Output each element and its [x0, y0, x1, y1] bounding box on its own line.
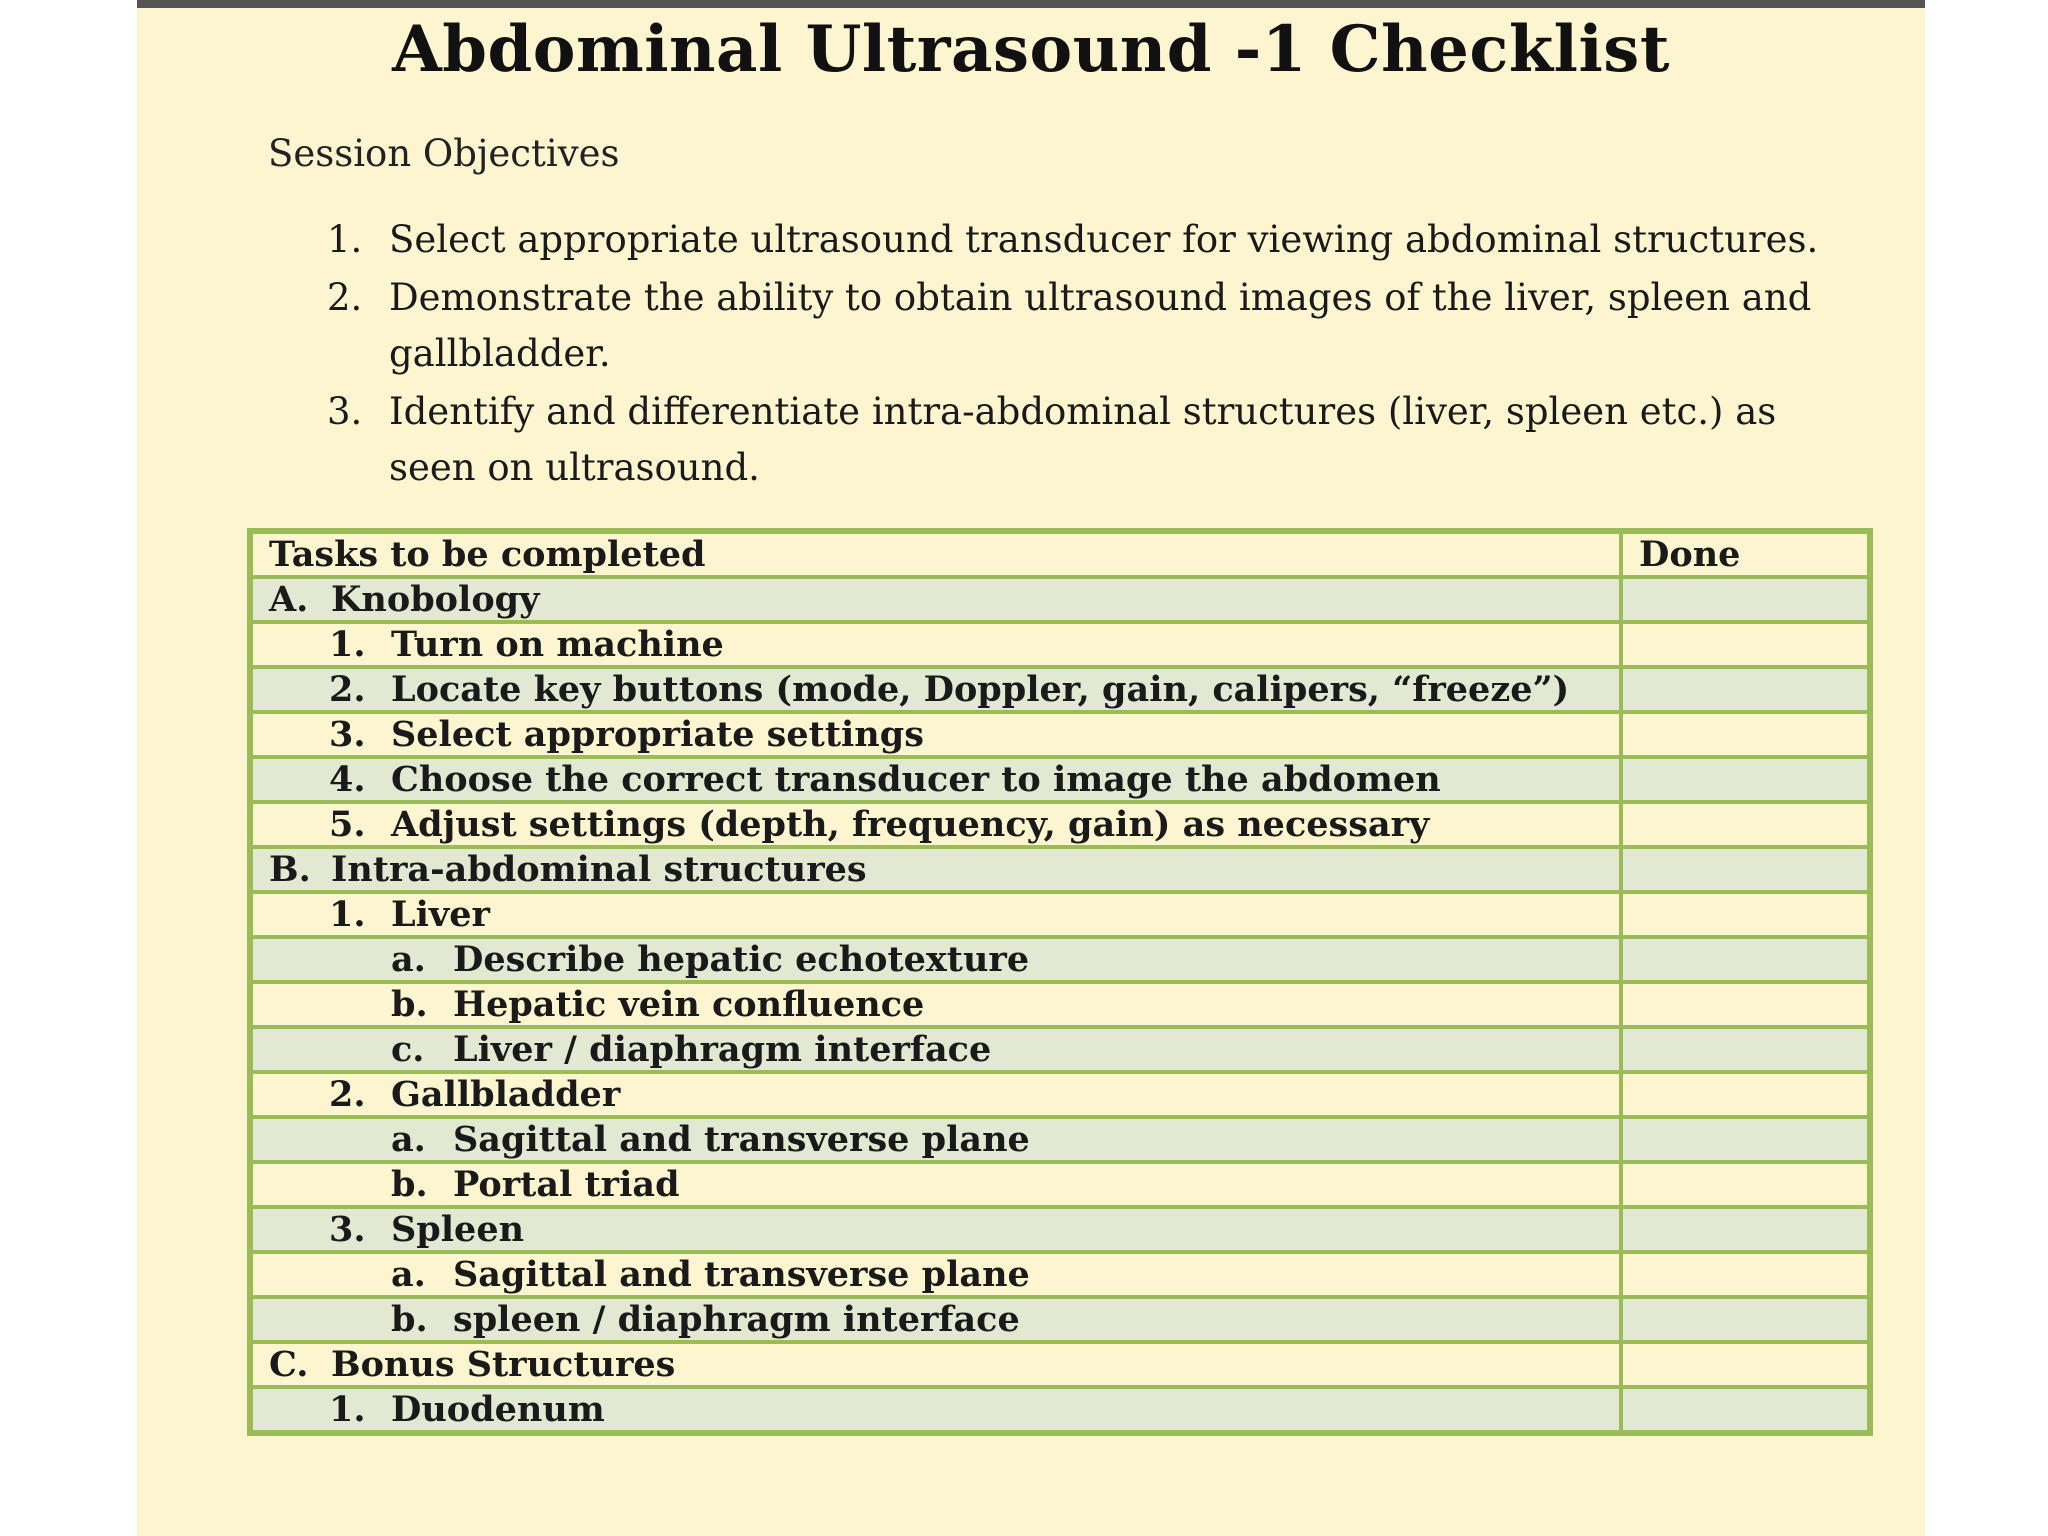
- task-cell: [250, 1207, 1621, 1252]
- document-page: [137, 0, 1925, 1536]
- task-text: Liver / diaphragm interface: [453, 1029, 992, 1070]
- table-row: [250, 1297, 1870, 1342]
- task-cell: [250, 1117, 1621, 1162]
- task-marker: a.: [391, 1254, 426, 1295]
- task-cell: [250, 712, 1621, 757]
- session-objectives-heading: Session Objectives: [268, 132, 620, 175]
- table-row: [250, 892, 1870, 937]
- task-cell: [250, 937, 1621, 982]
- done-cell[interactable]: [1621, 577, 1870, 622]
- task-marker: 3.: [329, 714, 366, 755]
- done-cell[interactable]: [1621, 1027, 1870, 1072]
- task-cell: [250, 667, 1621, 712]
- task-text: Sagittal and transverse plane: [453, 1119, 1030, 1160]
- task-text: Gallbladder: [391, 1074, 621, 1115]
- done-cell[interactable]: [1621, 937, 1870, 982]
- table-row: [250, 982, 1870, 1027]
- table-row: [250, 847, 1870, 892]
- checklist-table: [247, 528, 1873, 1436]
- done-cell[interactable]: [1621, 1342, 1870, 1387]
- table-row: [250, 1072, 1870, 1117]
- task-text: Choose the correct transducer to image the abdomen: [391, 759, 1441, 800]
- done-cell[interactable]: [1621, 622, 1870, 667]
- objective-item: [327, 270, 1867, 382]
- task-text: Bonus Structures: [331, 1344, 676, 1385]
- table-row: [250, 937, 1870, 982]
- table-row: [250, 1162, 1870, 1207]
- task-text: Knobology: [331, 579, 540, 620]
- header-done: Done: [1621, 531, 1870, 577]
- table-row: [250, 1342, 1870, 1387]
- table-row: [250, 1027, 1870, 1072]
- task-text: Spleen: [391, 1209, 525, 1250]
- task-marker: b.: [391, 984, 428, 1025]
- table-row: [250, 1117, 1870, 1162]
- done-cell[interactable]: [1621, 1162, 1870, 1207]
- task-marker: A.: [269, 579, 309, 620]
- table-row: [250, 712, 1870, 757]
- task-cell: [250, 1342, 1621, 1387]
- top-border-bar: [137, 0, 1925, 8]
- objective-text: Select appropriate ultrasound transducer for viewing abdominal structures.: [389, 218, 1819, 261]
- done-cell[interactable]: [1621, 757, 1870, 802]
- table-header-row: [250, 531, 1870, 577]
- task-cell: [250, 1252, 1621, 1297]
- task-marker: 3.: [329, 1209, 366, 1250]
- task-marker: 1.: [329, 624, 366, 665]
- task-marker: 2.: [329, 669, 366, 710]
- task-marker: 4.: [329, 759, 366, 800]
- task-marker: c.: [391, 1029, 425, 1070]
- done-cell[interactable]: [1621, 982, 1870, 1027]
- task-text: Duodenum: [391, 1389, 605, 1430]
- task-cell: [250, 757, 1621, 802]
- objective-number: 2.: [327, 276, 363, 319]
- task-marker: b.: [391, 1299, 428, 1340]
- task-text: Describe hepatic echotexture: [453, 939, 1030, 980]
- task-cell: [250, 577, 1621, 622]
- task-text: Sagittal and transverse plane: [453, 1254, 1030, 1295]
- task-marker: a.: [391, 1119, 426, 1160]
- done-cell[interactable]: [1621, 1387, 1870, 1433]
- task-text: spleen / diaphragm interface: [453, 1299, 1020, 1340]
- done-cell[interactable]: [1621, 847, 1870, 892]
- done-cell[interactable]: [1621, 1297, 1870, 1342]
- task-text: Turn on machine: [391, 624, 724, 665]
- objective-text: Demonstrate the ability to obtain ultrasound images of the liver, spleen and gallbladder.: [389, 276, 1812, 375]
- objective-text: Identify and differentiate intra-abdominal structures (liver, spleen etc.) as seen on ultrasound.: [389, 390, 1777, 489]
- task-cell: [250, 1162, 1621, 1207]
- done-cell[interactable]: [1621, 667, 1870, 712]
- done-cell[interactable]: [1621, 1252, 1870, 1297]
- done-cell[interactable]: [1621, 1207, 1870, 1252]
- task-cell: [250, 1387, 1621, 1433]
- table-row: [250, 1252, 1870, 1297]
- task-cell: [250, 892, 1621, 937]
- objectives-list: [327, 212, 1867, 498]
- table-row: [250, 802, 1870, 847]
- table-row: [250, 757, 1870, 802]
- task-marker: 1.: [329, 894, 366, 935]
- task-cell: [250, 622, 1621, 667]
- task-marker: b.: [391, 1164, 428, 1205]
- task-cell: [250, 802, 1621, 847]
- task-text: Portal triad: [453, 1164, 680, 1205]
- table-row: [250, 667, 1870, 712]
- task-marker: B.: [269, 849, 311, 890]
- task-marker: a.: [391, 939, 426, 980]
- task-cell: [250, 982, 1621, 1027]
- table-row: [250, 1207, 1870, 1252]
- done-cell[interactable]: [1621, 802, 1870, 847]
- task-text: Select appropriate settings: [391, 714, 924, 755]
- header-tasks: Tasks to be completed: [250, 531, 1621, 577]
- task-cell: [250, 1027, 1621, 1072]
- objective-number: 3.: [327, 390, 363, 433]
- task-marker: 5.: [329, 804, 366, 845]
- task-marker: C.: [269, 1344, 309, 1385]
- task-text: Intra-abdominal structures: [331, 849, 867, 890]
- task-cell: [250, 847, 1621, 892]
- objective-item: [327, 384, 1867, 496]
- task-marker: 2.: [329, 1074, 366, 1115]
- table-row: [250, 1387, 1870, 1433]
- task-text: Locate key buttons (mode, Doppler, gain, calipers, “freeze”): [391, 669, 1570, 710]
- task-cell: [250, 1297, 1621, 1342]
- task-text: Liver: [391, 894, 490, 935]
- table-row: [250, 577, 1870, 622]
- objective-item: [327, 212, 1867, 268]
- task-text: Adjust settings (depth, frequency, gain) as necessary: [391, 804, 1430, 845]
- done-cell[interactable]: [1621, 712, 1870, 757]
- table-row: [250, 622, 1870, 667]
- objective-number: 1.: [327, 218, 363, 261]
- task-cell: [250, 1072, 1621, 1117]
- done-cell[interactable]: [1621, 1072, 1870, 1117]
- page-title: Abdominal Ultrasound -1 Checklist: [392, 12, 1670, 87]
- done-cell[interactable]: [1621, 1117, 1870, 1162]
- task-text: Hepatic vein confluence: [453, 984, 925, 1025]
- done-cell[interactable]: [1621, 892, 1870, 937]
- task-marker: 1.: [329, 1389, 366, 1430]
